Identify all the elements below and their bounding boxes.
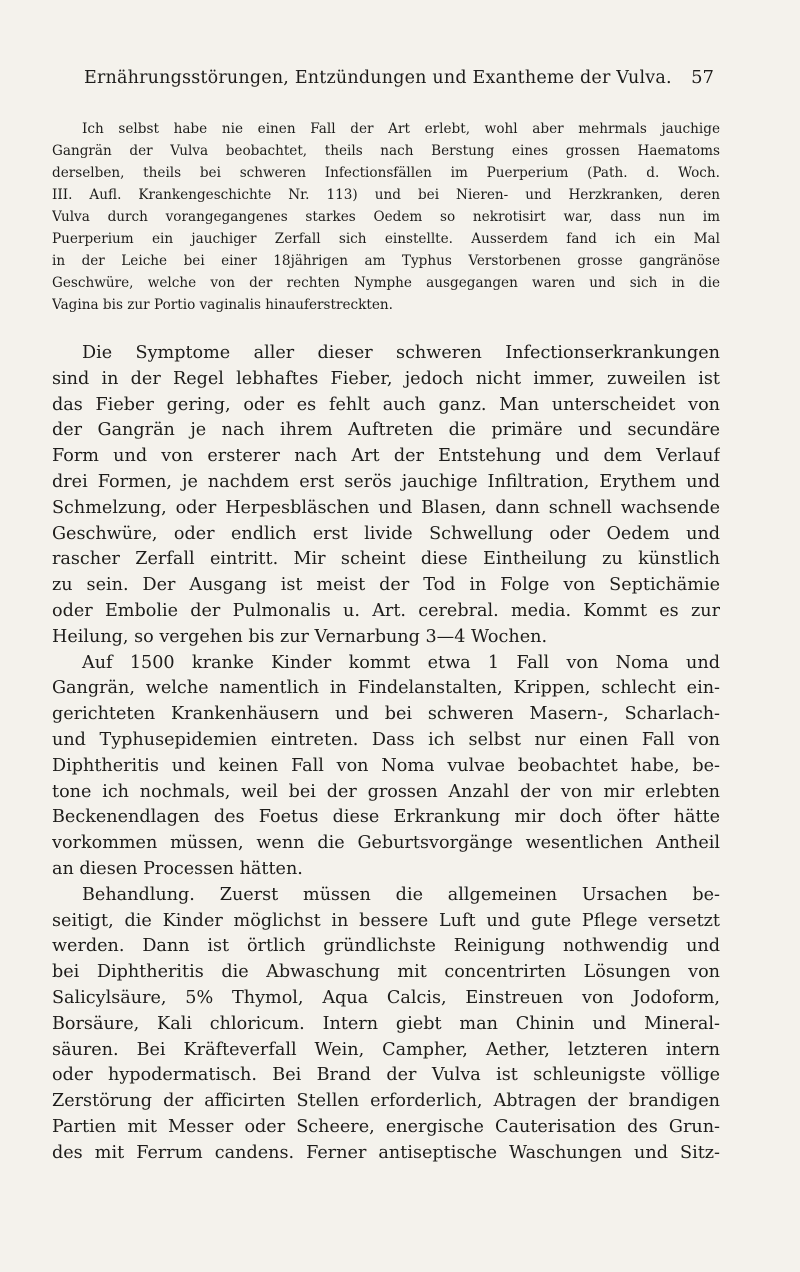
text-line: III. Aufl. Krankengeschichte Nr. 113) und bei Nieren- und Herzkranken, deren xyxy=(52,187,720,203)
text-line: derselben, theils bei schweren Infectionsfällen im Puerperium (Path. d. Woch. xyxy=(52,165,720,181)
text-line: bei Diphtheritis die Abwaschung mit concentrirten Lösungen von xyxy=(52,962,720,983)
text-line: gerichteten Krankenhäusern und bei schweren Masern-, Scharlach- xyxy=(52,704,720,725)
text-line: Partien mit Messer oder Scheere, energische Cauterisation des Grun- xyxy=(52,1116,720,1137)
text-line: Ich selbst habe nie einen Fall der Art erlebt, wohl aber mehrmals jauchige xyxy=(82,121,720,137)
text-line: rascher Zerfall eintritt. Mir scheint diese Eintheilung zu künstlich xyxy=(52,549,720,570)
text-line: zu sein. Der Ausgang ist meist der Tod in Folge von Septichämie xyxy=(52,575,720,596)
text-line: säuren. Bei Kräfteverfall Wein, Campher, Aether, letzteren intern xyxy=(52,1039,720,1060)
text-line: vorkommen müssen, wenn die Geburtsvorgänge wesentlichen Antheil xyxy=(52,833,720,854)
text-line: das Fieber gering, oder es fehlt auch ganz. Man unterscheidet von xyxy=(52,394,720,415)
text-line: sind in der Regel lebhaftes Fieber, jedoch nicht immer, zuweilen ist xyxy=(52,368,720,389)
paragraph-behandlung xyxy=(52,883,720,1167)
text-line: an diesen Processen hätten. xyxy=(52,858,303,879)
text-line: in der Leiche bei einer 18jährigen am Typhus Verstorbenen grosse gangränöse xyxy=(52,253,720,269)
text-line: Puerperium ein jauchiger Zerfall sich einstellte. Ausserdem fand ich ein Mal xyxy=(52,231,720,247)
text-line: Vulva durch vorangegangenes starkes Oedem so nekrotisirt war, dass nun im xyxy=(52,209,720,225)
text-line: Form und von ersterer nach Art der Entstehung und dem Verlauf xyxy=(52,446,720,467)
text-line: seitigt, die Kinder möglichst in bessere Luft und gute Pflege versetzt xyxy=(52,910,720,931)
small-print-paragraph xyxy=(52,118,720,316)
main-text xyxy=(52,341,720,1167)
text-line: Auf 1500 kranke Kinder kommt etwa 1 Fall von Noma und xyxy=(82,652,720,673)
text-line: und Typhusepidemien eintreten. Dass ich selbst nur einen Fall von xyxy=(52,729,720,750)
text-line: Vagina bis zur Portio vaginalis hinauferstreckten. xyxy=(52,297,393,313)
page-number: 57 xyxy=(691,67,714,88)
text-line: Geschwüre, welche von der rechten Nymphe ausgegangen waren und sich in die xyxy=(52,275,720,291)
text-line: Borsäure, Kali chloricum. Intern giebt man Chinin und Mineral- xyxy=(52,1013,720,1034)
text-line: werden. Dann ist örtlich gründlichste Reinigung nothwendig und xyxy=(52,936,720,957)
text-line: Heilung, so vergehen bis zur Vernarbung 3—4 Wochen. xyxy=(52,626,548,647)
text-line: der Gangrän je nach ihrem Auftreten die primäre und secundäre xyxy=(52,420,720,441)
text-line: oder Embolie der Pulmonalis u. Art. cerebral. media. Kommt es zur xyxy=(52,600,720,621)
text-line: tone ich nochmals, weil bei der grossen Anzahl der von mir erlebten xyxy=(52,781,720,802)
text-line: Gangrän der Vulva beobachtet, theils nach Berstung eines grossen Haematoms xyxy=(52,143,720,159)
text-line: drei Formen, je nachdem erst serös jauchige Infiltration, Erythem und xyxy=(52,471,720,492)
text-line: des mit Ferrum candens. Ferner antiseptische Waschungen und Sitz- xyxy=(52,1142,720,1163)
paragraph-noma xyxy=(52,651,720,883)
text-line: Gangrän, welche namentlich in Findelanstalten, Krippen, schlecht ein- xyxy=(52,678,720,699)
running-title: Ernährungsstörungen, Entzündungen und Exantheme der Vulva. xyxy=(84,68,672,88)
text-line: Beckenendlagen des Foetus diese Erkrankung mir doch öfter hätte xyxy=(52,807,720,828)
text-line: Salicylsäure, 5% Thymol, Aqua Calcis, Einstreuen von Jodoform, xyxy=(52,987,720,1008)
text-line: Zerstörung der afficirten Stellen erforderlich, Abtragen der brandigen xyxy=(52,1091,720,1112)
text-line: Schmelzung, oder Herpesbläschen und Blasen, dann schnell wachsende xyxy=(52,497,720,518)
text-line: Geschwüre, oder endlich erst livide Schwellung oder Oedem und xyxy=(52,523,720,544)
text-line: oder hypodermatisch. Bei Brand der Vulva ist schleunigste völlige xyxy=(52,1065,720,1086)
paragraph-symptome xyxy=(52,341,720,651)
running-header xyxy=(84,68,714,98)
text-line: Behandlung. Zuerst müssen die allgemeinen Ursachen be- xyxy=(82,884,720,905)
text-line: Diphtheritis und keinen Fall von Noma vulvae beobachtet habe, be- xyxy=(52,755,720,776)
text-line: Die Symptome aller dieser schweren Infectionserkrankungen xyxy=(82,343,720,363)
